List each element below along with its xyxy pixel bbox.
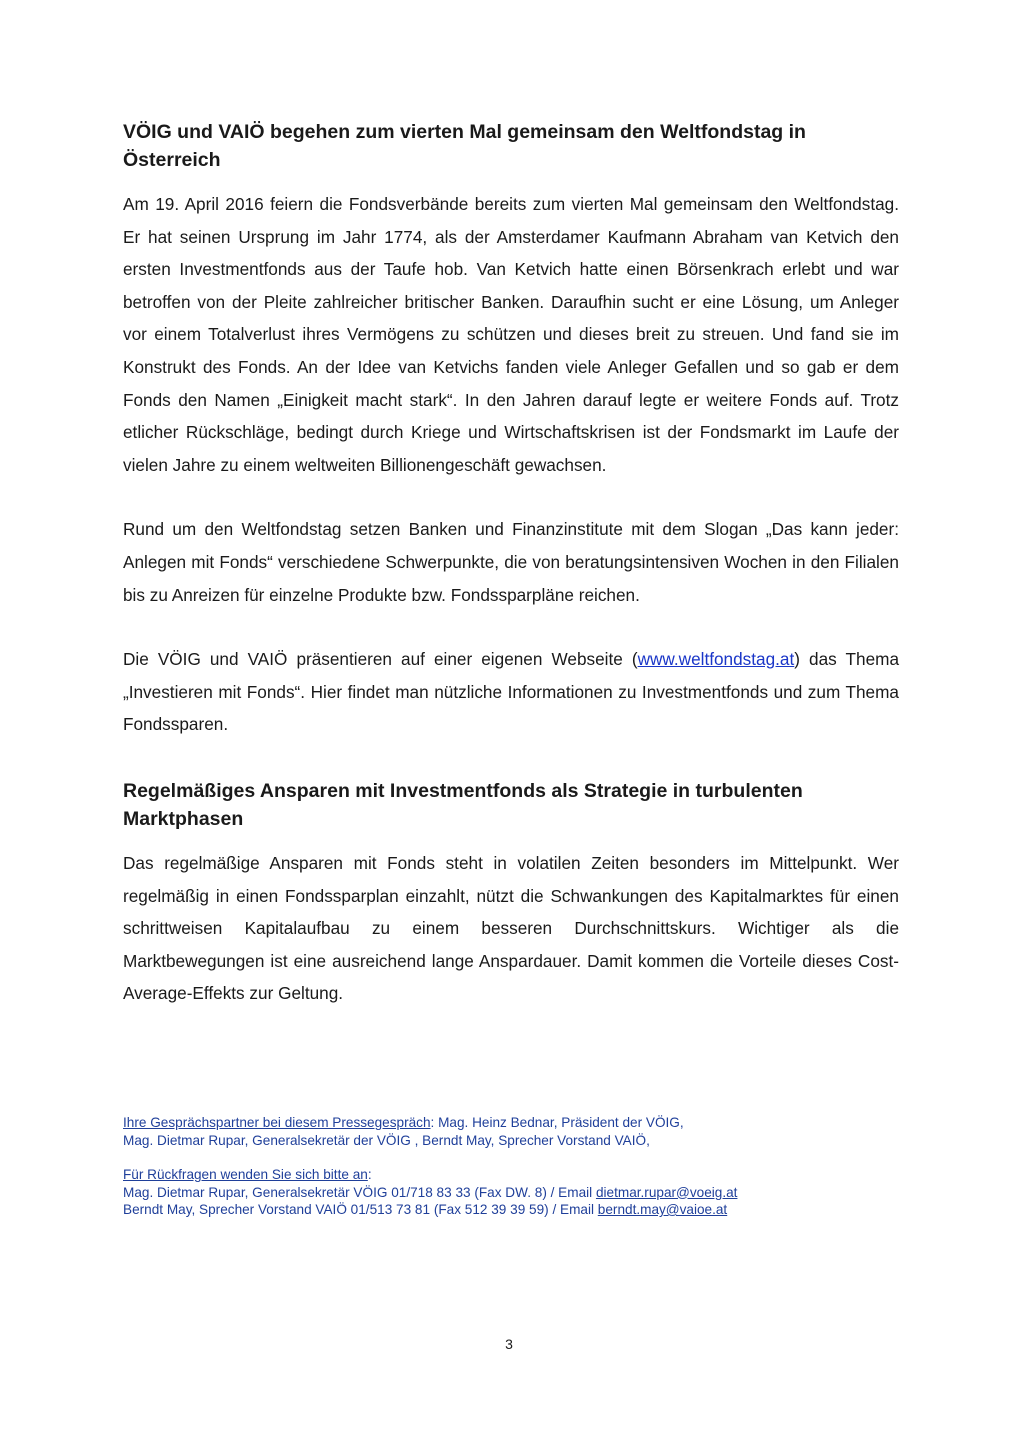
inquiries-label: Für Rückfragen wenden Sie sich bitte an xyxy=(123,1167,368,1182)
paragraph-website-text-before: Die VÖIG und VAIÖ präsentieren auf einer eigenen Webseite ( xyxy=(123,649,638,670)
paragraph-website xyxy=(123,643,899,741)
paragraph-history: Am 19. April 2016 feiern die Fondsverbände bereits zum vierten Mal gemeinsam den Weltfondstag. Er hat seinen Ursprung im Jahr 1774, als der Amsterdamer Kaufmann Abraham van Ketvich den ersten Investmentfonds aus der Taufe hob. Van Ketvich hatte einen Börsenkrach erlebt und war betroffen von der Pleite zahlreicher britischer Banken. Daraufhin sucht er eine Lösung, um Anleger vor einem Totalverlust ihres Vermögens zu schützen und dieses breit zu streuen. Und fand sie im Konstrukt des Fonds. An der Idee van Ketvichs fanden viele Anleger Gefallen und so gab er dem Fonds den Namen „Einigkeit macht stark“. In den Jahren darauf legte er weitere Fonds auf. Trotz etlicher Rückschläge, bedingt durch Kriege und Wirtschaftskrisen ist der Fondsmarkt im Laufe der vielen Jahre zu einem weltweiten Billionengeschäft gewachsen. xyxy=(123,194,899,475)
email-link-rupar[interactable]: dietmar.rupar@voeig.at xyxy=(595,1184,738,1200)
paragraph-cost-average: Das regelmäßige Ansparen mit Fonds steht in volatilen Zeiten besonders im Mittelpunkt. Wer regelmäßig in einen Fondssparplan einzahlt, nützt die Schwankungen des Kapitalmarktes für einen schrittweisen Kapitalaufbau zu einem besseren Durchschnittskurs. Wichtiger als die Marktbewegungen ist eine ausreichend lange Anspardauer. Damit kommen die Vorteile dieses Cost-Average-Effekts zur Geltung. xyxy=(123,852,899,1004)
inquiries-line xyxy=(123,1166,899,1184)
contact-block xyxy=(123,1114,899,1219)
inquiries-colon: : xyxy=(367,1167,372,1182)
section-ansparen xyxy=(123,777,899,1010)
paragraph-website-text-after: ) das Thema „Investieren mit Fonds“. Hier findet man nützliche Informationen zu Investmentfonds und zum Thema Fondssparen. xyxy=(123,649,899,735)
section-weltfondstag xyxy=(123,118,899,741)
contact-rupar-text: Mag. Dietmar Rupar, Generalsekretär VÖIG 01/718 83 33 (Fax DW. 8) / Email xyxy=(123,1184,596,1200)
paragraph-slogan: Rund um den Weltfondstag setzen Banken und Finanzinstitute mit dem Slogan „Das kann jeder: Anlegen mit Fonds“ verschiedene Schwerpunkte, die von beratungsintensiven Wochen in den Filialen bis zu Anreizen für einzelne Produkte bzw. Fondssparpläne reichen. xyxy=(123,519,899,605)
contact-may xyxy=(123,1201,899,1219)
email-link-may[interactable]: berndt.may@vaioe.at xyxy=(597,1202,728,1217)
partners-label: Ihre Gesprächspartner bei diesem Pressegespräch xyxy=(123,1115,431,1130)
contact-may-text: Berndt May, Sprecher Vorstand VAIÖ 01/513 73 81 (Fax 512 39 39 59) / Email xyxy=(123,1202,598,1217)
section-heading-weltfondstag: VÖIG und VAIÖ begehen zum vierten Mal gemeinsam den Weltfondstag in Österreich xyxy=(123,121,806,171)
contact-rupar xyxy=(123,1184,899,1202)
partners-line-2: Mag. Dietmar Rupar, Generalsekretär der VÖIG , Berndt May, Sprecher Vorstand VAIÖ, xyxy=(123,1132,650,1148)
page-number: 3 xyxy=(505,1336,513,1352)
partners-line-1 xyxy=(123,1114,899,1132)
main-content xyxy=(123,118,899,1010)
contact-spacer xyxy=(123,1149,899,1166)
partners-line-1-rest: : Mag. Heinz Bednar, Präsident der VÖIG, xyxy=(430,1115,684,1130)
section-heading-ansparen: Regelmäßiges Ansparen mit Investmentfonds als Strategie in turbulenten Marktphasen xyxy=(123,779,803,830)
website-link[interactable]: www.weltfondstag.at xyxy=(637,649,795,670)
